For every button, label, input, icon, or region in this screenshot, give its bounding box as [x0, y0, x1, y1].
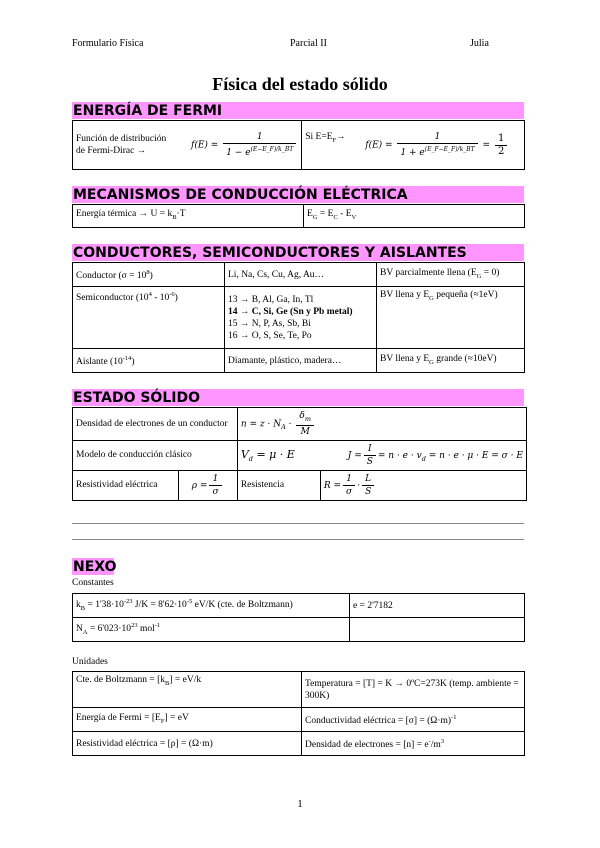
temperature-unit: Temperatura = [T] = K → 0ºC=273K (temp. ambiente = 300K) [302, 672, 525, 708]
band-gap-cell: $E_G = E_C - E_V$ [304, 205, 525, 228]
classic-model-formula [237, 440, 526, 470]
material-type-cell: Aislante $(10^{-14})$ [73, 349, 225, 373]
fermi-energy-unit: Energía de Fermi = $[E_F]$ = eV [73, 708, 302, 732]
table-row [73, 708, 525, 732]
resistivity-unit: Resistividad eléctrica = [ρ] = (Ω·m) [73, 732, 302, 756]
euler-constant: e = 2'7182 [350, 594, 525, 618]
mecanismos-table [72, 204, 525, 228]
table-row [73, 732, 525, 756]
boltzmann-unit: Cte. de Boltzmann = $[k_B] = eV/k$ [73, 672, 302, 708]
section-nexo-heading: NEXO [73, 559, 117, 575]
header-right: Julia [470, 38, 489, 49]
conductivity-unit: Conductividad eléctrica = $[\sigma] = (\Omega\cdot m)^{-1}$ [302, 708, 525, 732]
avogadro-constant: $N_A = 6'023\cdot 10^{23}$ mol$^{-1}$ [73, 618, 350, 642]
band-cell: BV llena y $E_G$ pequeña (≈1eV) [377, 287, 525, 349]
electron-density-unit: Densidad de electrones = $[n] = e^-/m^3$ [302, 732, 525, 756]
density-label: Densidad de electrones de un conductor [73, 408, 238, 441]
classic-model-label: Modelo de conducción clásico [73, 440, 238, 470]
unidades-label: Unidades [72, 657, 108, 667]
density-formula: $n = z \cdot N_A$ · $\frac{\delta_m}{M}$ [237, 408, 526, 441]
drift-velocity-formula: $V_d = \mu \cdot E$ [240, 447, 295, 463]
fermi-condition: Si $E=E_F\to$ [305, 132, 346, 144]
band-cell: BV llena y $E_G$ grande (≈10eV) [377, 349, 525, 373]
fermi-dist-cell [73, 121, 302, 170]
group-16: 16 → O, S, Se, Te, Po [228, 330, 312, 341]
thermal-energy-cell: Energía térmica → $U = k_B\cdot T$ [73, 205, 304, 228]
table-row [73, 594, 525, 618]
fermi-formula-2: f(E) = $\frac{1}{1 + e^{(E\_F-E\_F)/k\_BT}}$ = $\frac{1}{2}$ [365, 131, 509, 159]
section-mecanismos-heading: MECANISMOS DE CONDUCCIÓN ELÉCTRICA [72, 186, 524, 203]
elements-cell: Li, Na, Cs, Cu, Ag, Au… [225, 263, 377, 287]
header-left: Formulario Física [72, 38, 144, 49]
table-row [73, 672, 525, 708]
fermi-table [72, 120, 525, 170]
resistance-label: Resistencia [237, 470, 320, 500]
table-row [73, 618, 525, 642]
table-row [73, 470, 527, 500]
table-row [73, 440, 527, 470]
solido-table [72, 407, 527, 501]
resistance-formula: R = $\frac{1}{\sigma}$ · $\frac{L}{S}$ [320, 470, 526, 500]
blank-line [72, 539, 524, 540]
constants-table [72, 593, 525, 642]
blank-line [72, 523, 524, 524]
table-row [73, 349, 525, 373]
section-conductores-heading: CONDUCTORES, SEMICONDUCTORES Y AISLANTES [72, 244, 524, 261]
current-density-formula: J = $\frac{I}{S}$ = $n \cdot e \cdot v_d = n \cdot e \cdot \mu \cdot E = \sigma \cdot E$ [347, 443, 523, 467]
group-14: 14 → C, Si, Ge (Sn y Pb metal) [228, 306, 353, 317]
table-row [73, 408, 527, 441]
constantes-label: Constantes [72, 578, 114, 588]
material-type-cell: Semiconductor $(10^4 - 10^{-6})$ [73, 287, 225, 349]
material-type-cell: Conductor $(\sigma = 10^8)$ [73, 263, 225, 287]
table-row [73, 287, 525, 349]
units-table [72, 671, 525, 756]
fermi-condition-cell [302, 121, 525, 170]
page-title: Física del estado sólido [212, 74, 388, 94]
page-number: 1 [297, 798, 303, 810]
section-fermi-heading: ENERGÍA DE FERMI [72, 102, 524, 119]
elements-cell [225, 287, 377, 349]
empty-cell [350, 618, 525, 642]
table-row [73, 263, 525, 287]
group-15: 15 → N, P, As, Sb, Bi [228, 318, 311, 329]
boltzmann-constant: $k_B = 1'38\cdot 10^{-23}$ $J/K = 8'62\cdot 10^{-5}$ eV/K (cte. de Boltzmann) [73, 594, 350, 618]
group-13: 13 → B, Al, Ga, In, Tl [228, 294, 314, 305]
band-cell: BV parcialmente llena $(E_G = 0)$ [377, 263, 525, 287]
header-center: Parcial II [290, 38, 327, 49]
fermi-desc-line2: de Fermi-Dirac → [76, 146, 147, 156]
section-solido-heading: ESTADO SÓLIDO [72, 389, 524, 406]
conductores-table [72, 262, 525, 373]
fermi-desc-line1: Función de distribución [76, 134, 167, 144]
elements-cell: Diamante, plástico, madera… [225, 349, 377, 373]
resistivity-label: Resistividad eléctrica [73, 470, 179, 500]
fermi-formula: f(E) = $\frac{1}{1 - e^{(E-E\_F)/k\_BT}}$ [191, 131, 298, 159]
resistivity-formula: ρ = $\frac{1}{\sigma}$ [178, 470, 237, 500]
